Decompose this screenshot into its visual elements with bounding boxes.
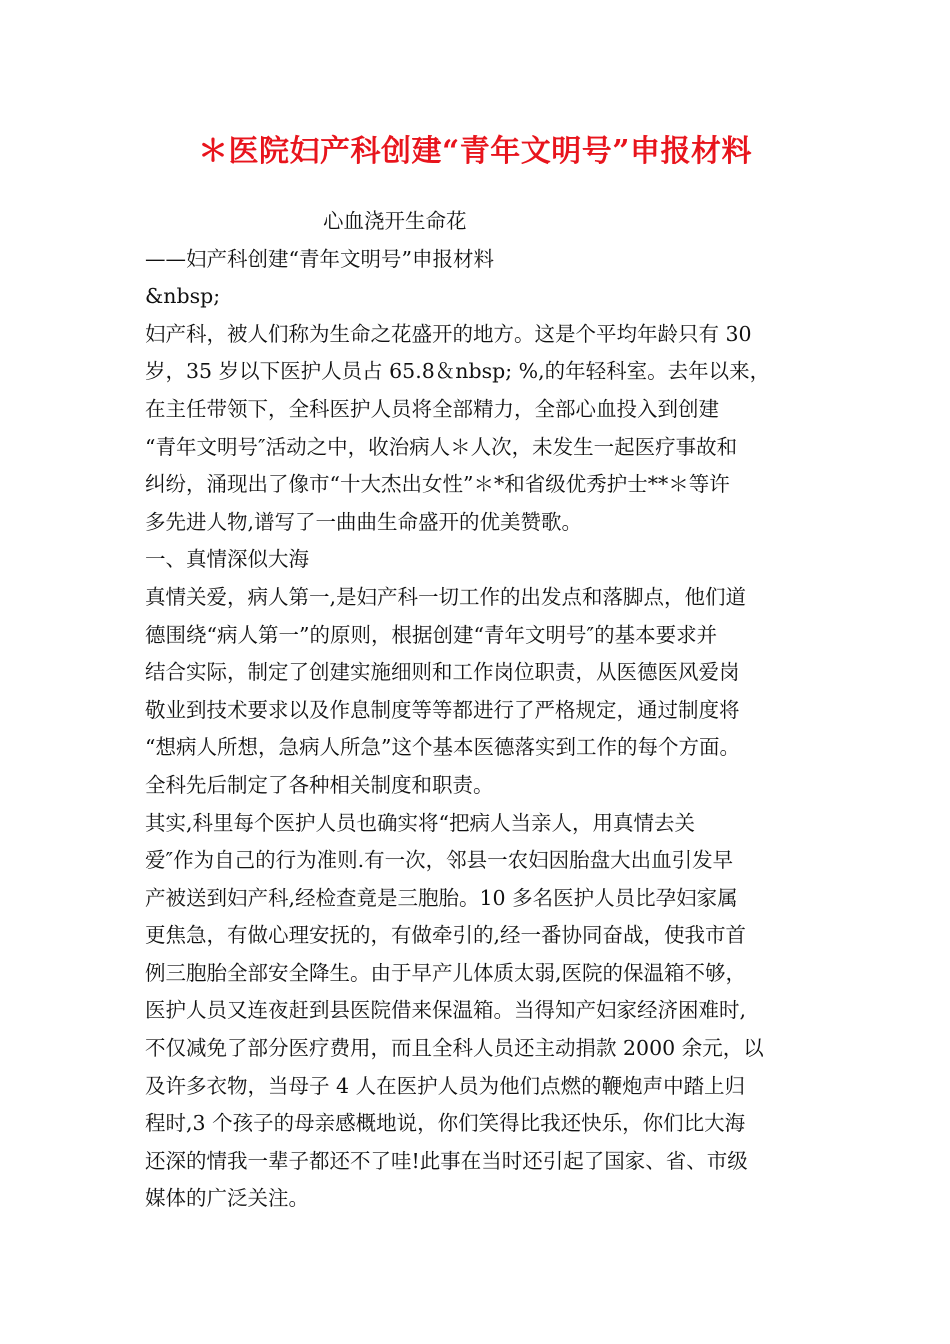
document-body — [145, 203, 825, 1218]
paragraph-line: 医护人员又连夜赶到县医院借来保温箱。当得知产妇家经济困难时, — [145, 998, 747, 1023]
paragraph-line: 岁，35 岁以下医护人员占 65.8＆nbsp; %,的年轻科室。去年以来， — [145, 359, 771, 384]
paragraph-line: 纠纷，涌现出了像市“十大杰出女性”＊*和省级优秀护士**＊等许 — [145, 472, 730, 497]
paragraph-line: “想病人所想，急病人所急”这个基本医德落实到工作的每个方面。 — [145, 735, 740, 760]
paragraph-line: 结合实际，制定了创建实施细则和工作岗位职责，从医德医风爱岗 — [145, 660, 740, 685]
document-subtitle: 心血浇开生命花 — [323, 209, 467, 233]
paragraph-line: 更焦急，有做心理安抚的，有做牵引的,经一番协同奋战，使我市首 — [145, 923, 747, 948]
paragraph-line: 在主任带领下，全科医护人员将全部精力，全部心血投入到创建 — [145, 396, 719, 421]
paragraph-line: 还深的情我一辈子都还不了哇!此事在当时还引起了国家、省、市级 — [145, 1148, 748, 1173]
paragraph-line: 德围绕“病人第一”的原则，根据创建“青年文明号″的基本要求并 — [145, 622, 718, 647]
paragraph-line: 程时,3 个孩子的母亲感概地说，你们笑得比我还快乐，你们比大海 — [145, 1111, 746, 1136]
paragraph-line: &nbsp; — [145, 284, 221, 309]
paragraph-line: 产被送到妇产科,经检查竟是三胞胎。10 多名医护人员比孕妇家属 — [145, 885, 738, 910]
paragraph-line: 媒体的广泛关注。 — [145, 1186, 309, 1211]
paragraph-line: 其实,科里每个医护人员也确实将“把病人当亲人，用真情去关 — [145, 810, 695, 835]
paragraph-line: 多先进人物,谱写了一曲曲生命盛开的优美赞歌。 — [145, 509, 583, 534]
paragraph-line: 爱″作为自己的行为准则.有一次，邻县一农妇因胎盘大出血引发早 — [145, 848, 734, 873]
paragraph-line: 及许多衣物，当母子 4 人在医护人员为他们点燃的鞭炮声中踏上归 — [145, 1073, 746, 1098]
paragraph-line: 全科先后制定了各种相关制度和职责。 — [145, 772, 494, 797]
paragraph-line: 不仅减免了部分医疗费用，而且全科人员还主动捐款 2000 余元，以 — [145, 1036, 764, 1061]
document-subheading: ——妇产科创建“青年文明号”申报材料 — [145, 246, 494, 271]
document-title: ＊医院妇产科创建“青年文明号”申报材料 — [197, 134, 752, 169]
paragraph-line: 例三胞胎全部安全降生。由于早产儿体质太弱,医院的保温箱不够， — [145, 960, 747, 985]
paragraph-line: 妇产科，被人们称为生命之花盛开的地方。这是个平均年龄只有 30 — [145, 321, 752, 346]
paragraph-line: 真情关爱，病人第一,是妇产科一切工作的出发点和落脚点，他们道 — [145, 584, 747, 609]
section-heading: 一、真情深似大海 — [145, 547, 309, 572]
paragraph-line: “青年文明号″活动之中，收治病人＊人次，未发生一起医疗事故和 — [145, 434, 738, 459]
paragraph-line: 敬业到技术要求以及作息制度等等都进行了严格规定，通过制度将 — [145, 697, 740, 722]
